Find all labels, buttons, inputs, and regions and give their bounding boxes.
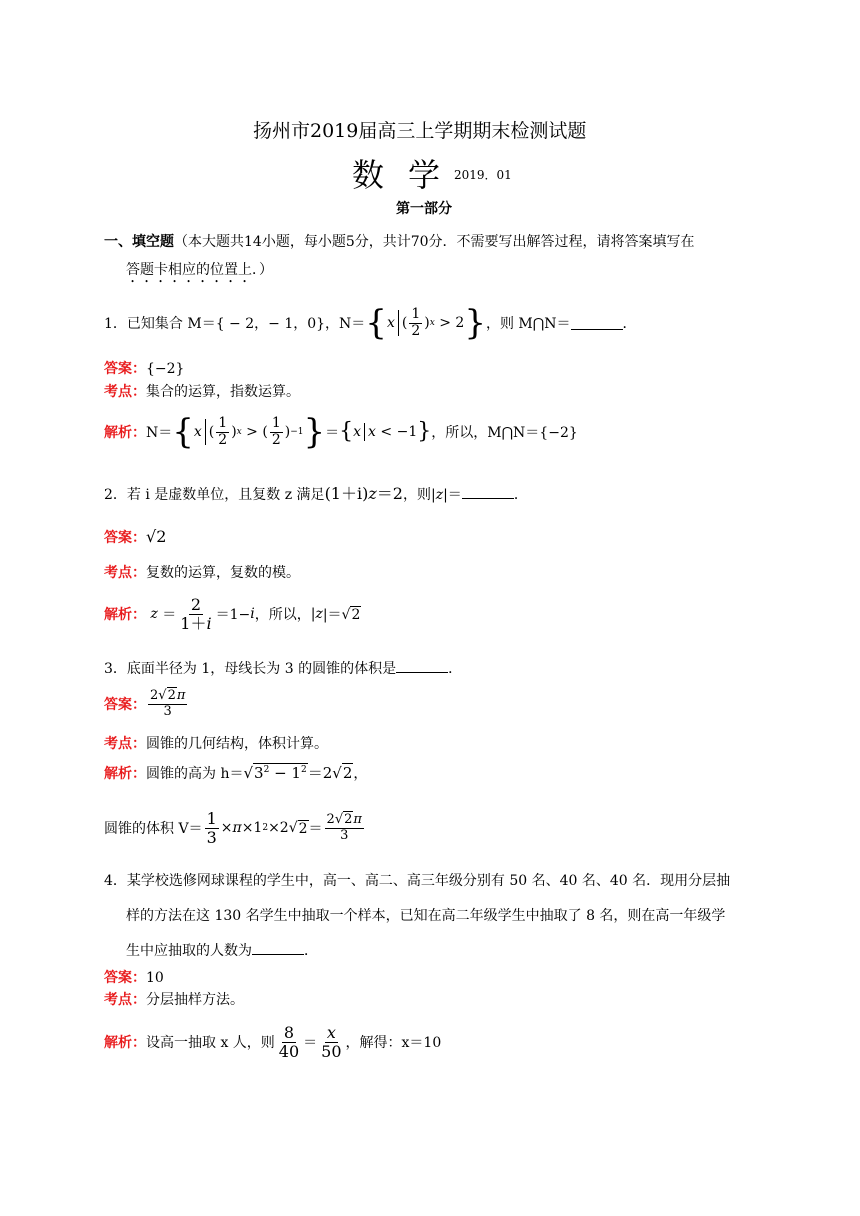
q3-point: 考点：圆锥的几何结构，体积计算。	[104, 736, 328, 752]
document-title: 扬州市2019届高三上学期期末检测试题	[253, 120, 587, 142]
q2-answer: 答案：√2	[104, 527, 167, 546]
question-3: 3．底面半径为 1，母线长为 3 的圆锥的体积是 ．	[104, 661, 463, 677]
section-label: 一、填空题	[104, 234, 174, 250]
q4-answer: 答案：10	[104, 970, 164, 986]
q4-answer-blank	[252, 942, 304, 955]
q4-line2: 样的方法在这 130 名学生中抽取一个样本，已知在高二年级学生中抽取了 8 名，则在高一年级学	[126, 908, 726, 924]
q4-point: 考点：分层抽样方法。	[104, 992, 244, 1008]
q4-line3: 生中应抽取的人数为 ．	[126, 943, 318, 959]
part-heading: 第一部分	[396, 201, 452, 217]
section-instructions	[104, 231, 695, 251]
q1-point: 考点：集合的运算，指数运算。	[104, 384, 300, 400]
q1-answer: 答案：{−2}	[104, 361, 185, 377]
q2-analysis: 解析 ： z ＝ $\frac{2}{1+i}$ ＝1− i ，所以， | z |＝√ 2	[104, 594, 361, 633]
question-1: 1．已知集合 M＝{ − 2，− 1，0}，N＝ { x ( $\frac{1}{2}$ ) x > 2 } ，则 M⋂N＝ ．	[104, 303, 637, 343]
q3-answer: 答案 ： $\frac{2√2\pi}{3}$	[104, 688, 186, 719]
q3-analysis-a: 解析：圆锥的高为 $h=√3^2 - 1^2=2√2$，	[104, 764, 368, 782]
q3-analysis-b: 圆锥的体积 V＝ $\frac{1}{3}$ × π ×1 2 ×2√ 2 ＝ $\frac{2√2\pi}{3}$	[104, 808, 362, 847]
section-instr-line1: （本大题共14小题，每小题5分，共计70分．不需要写出解答过程，请将答案填写在	[174, 234, 695, 250]
q2-point: 考点：复数的运算，复数的模。	[104, 565, 300, 581]
q1-answer-blank	[571, 317, 623, 330]
q1-stem-a: 1．已知集合 M＝{ − 2，− 1，0}，N＝	[104, 316, 366, 332]
q2-answer-blank	[462, 486, 514, 499]
q4-line1: 4．某学校选修网球课程的学生中，高一、高二、高三年级分别有 50 名、40 名、40 名．现用分层抽	[104, 873, 731, 889]
q3-answer-blank	[396, 660, 448, 673]
q1-stem-b: ，则 M⋂N＝	[485, 316, 571, 332]
section-instr-line2: 答题卡相应的位置上．）	[126, 262, 273, 278]
question-2: 2．若 i 是虚数单位，且复数 z 满足(1＋i)z＝2，则|z|＝ ．	[104, 484, 528, 503]
subject-title: 数学	[352, 156, 465, 194]
exam-date: 2019．01	[454, 168, 512, 182]
q4-analysis: 解析 ： 设高一抽取 x 人，则 $\frac{8}{40}$ ＝ $\frac{x}{50}$ ，解得：x＝10	[104, 1022, 442, 1061]
q1-analysis: 解析 ： N＝ { x ( $\frac{1}{2}$ ) x > ( $\frac{1}{2}$ ) −1 } ＝ { x x < −1 } ，所以，M⋂N＝{−2}	[104, 412, 578, 452]
